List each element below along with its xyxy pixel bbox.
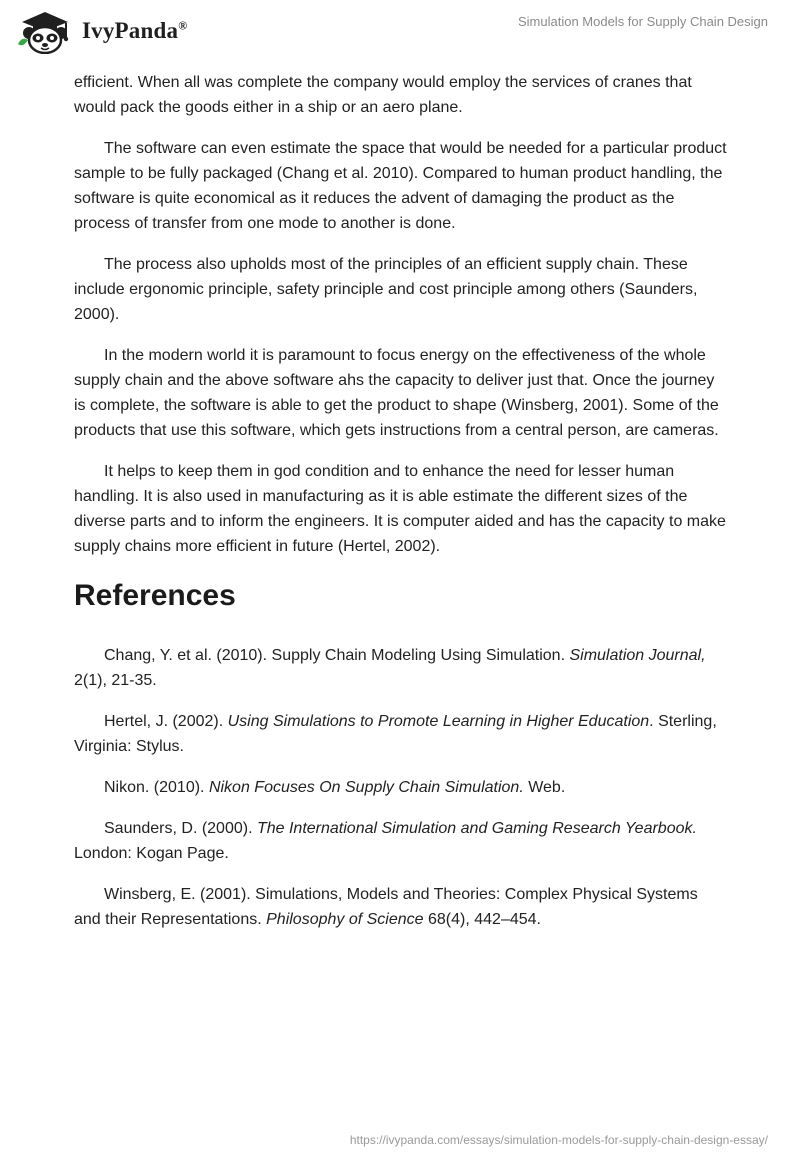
reference-item: Chang, Y. et al. (2010). Supply Chain Modeling Using Simulation. Simulation Journal, 2(1), 21-35. [74,647,706,689]
body-paragraph: efficient. When all was complete the company would employ the services of cranes that would pack the goods either in a ship or an aero plane. [74,74,692,116]
brand-logo[interactable] [14,8,187,54]
references-heading: References [74,579,236,612]
body-paragraph: In the modern world it is paramount to focus energy on the effectiveness of the whole supply chain and the above software ahs the capacity to deliver just that. Once the journey is complete, the software is able to get the product to shape (Winsberg, 2001). Some of the products that use this software, which gets instructions from a central person, are cameras. [74,347,719,439]
document-title: Simulation Models for Supply Chain Design [517,14,768,29]
reference-item: Saunders, D. (2000). The International Simulation and Gaming Research Yearbook. London: Kogan Page. [74,820,697,862]
body-paragraph: The software can even estimate the space that would be needed for a particular product sample to be fully packaged (Chang et al. 2010). Compared to human product handling, the software is quite economical as it reduces the advent of damaging the product as the process of transfer from one mode to another is done. [74,140,727,232]
reference-item: Hertel, J. (2002). Using Simulations to Promote Learning in Higher Education. Sterling, Virginia: Stylus. [74,713,717,755]
source-url[interactable]: https://ivypanda.com/essays/simulation-models-for-supply-chain-design-essay/ [349,1133,768,1147]
brand-name: IvyPanda® [82,18,188,43]
reference-item: Winsberg, E. (2001). Simulations, Models and Theories: Complex Physical Systems and their Representations. Philosophy of Science 68(4), 442–454. [74,886,698,928]
body-paragraph: It helps to keep them in god condition and to enhance the need for lesser human handling. It is also used in manufacturing as it is able estimate the different sizes of the diverse parts and to inform the engineers. It is computer aided and has the capacity to make supply chains more efficient in future (Hertel, 2002). [74,463,726,555]
reference-item: Nikon. (2010). Nikon Focuses On Supply Chain Simulation. Web. [104,779,566,796]
body-paragraph: The process also upholds most of the principles of an efficient supply chain. These include ergonomic principle, safety principle and cost principle among others (Saunders, 2000). [74,256,698,323]
essay-content [74,70,728,948]
page-header [0,0,800,60]
panda-logo-icon [14,8,76,54]
